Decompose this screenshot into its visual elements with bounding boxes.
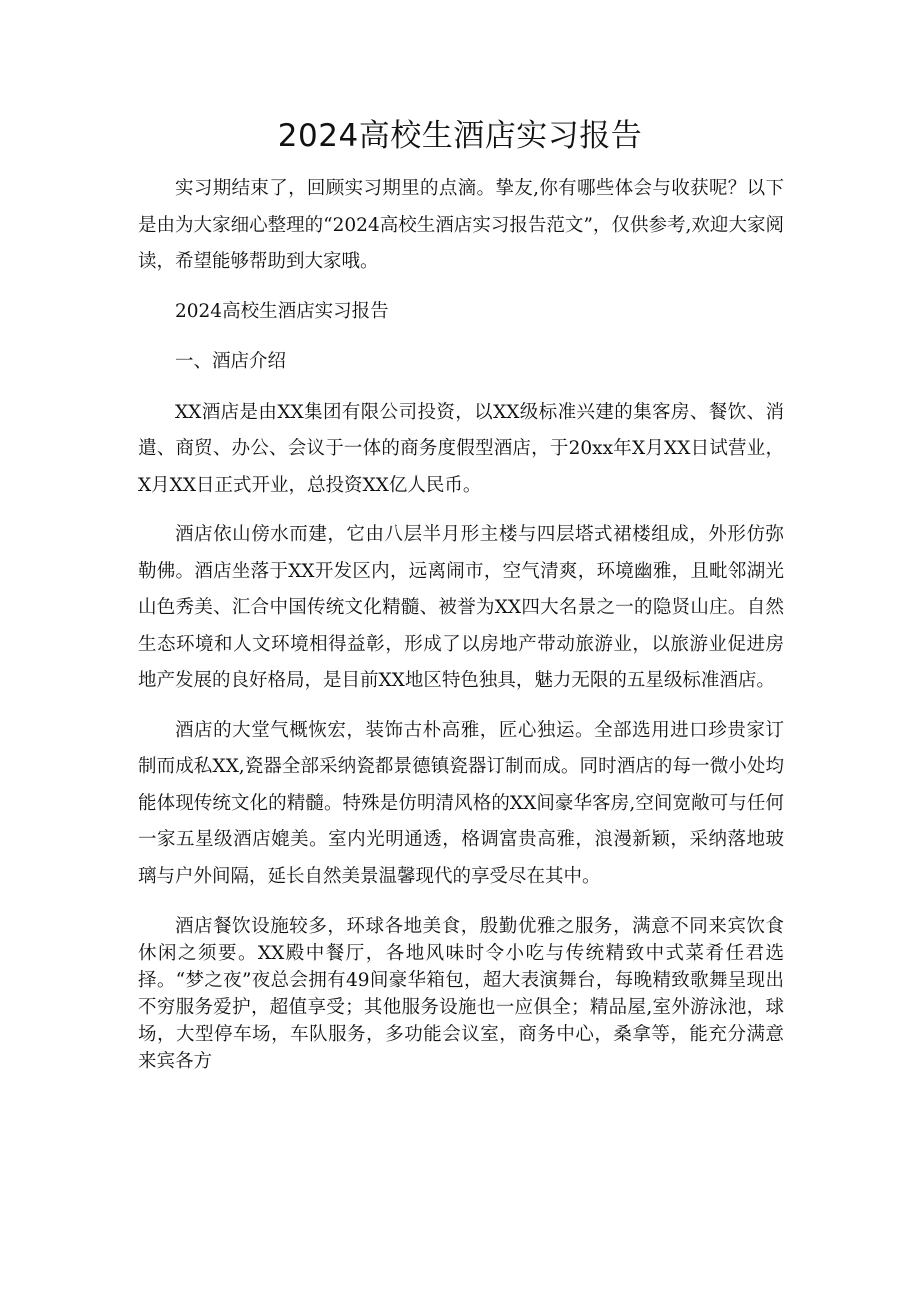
hotel-dining-paragraph: 酒店餐饮设施较多，环球各地美食，殷勤优雅之服务，满意不同来宾饮食休闲之须要。XX殿中餐厅，各地风味时令小吃与传统精致中式菜肴任君选择。“梦之夜”夜总会拥有49间豪华箱包，超大表演舞台，每晚精致歌舞呈现出不穷服务爱护，超值享受；其他服务设施也一应俱全；精品屋,室外游泳池，球场，大型停车场，车队服务，多功能会议室，商务中心，桑拿等，能充分满意来宾各方 bbox=[138, 916, 784, 1072]
hotel-overview-paragraph: XX酒店是由XX集团有限公司投资，以XX级标准兴建的集客房、餐饮、消遣、商贸、办公、会议于一体的商务度假型酒店，于20xx年X月XX日试营业，X月XX日正式开业，总投资XX亿人民币。 bbox=[138, 401, 784, 496]
document-body bbox=[138, 171, 784, 1075]
intro-paragraph: 实习期结束了，回顾实习期里的点滴。挚友,你有哪些体会与收获呢？以下是由为大家细心整理的“2024高校生酒店实习报告范文”，仅供参考,欢迎大家阅读，希望能够帮助到大家哦。 bbox=[138, 178, 784, 272]
hotel-location-paragraph: 酒店依山傍水而建，它由八层半月形主楼与四层塔式裙楼组成，外形仿弥勒佛。酒店坐落于XX开发区内，远离闹市，空气清爽，环境幽雅，且毗邻湖光山色秀美、汇合中国传统文化精髓、被誉为XX四大名景之一的隐贤山庄。自然生态环境和人文环境相得益彰，形成了以房地产带动旅游业，以旅游业促进房地产发展的良好格局，是目前XX地区特色独具，魅力无限的五星级标准酒店。 bbox=[138, 524, 784, 691]
document-title: 2024高校生酒店实习报告 bbox=[277, 118, 643, 154]
section-heading: 一、酒店介绍 bbox=[175, 351, 287, 372]
report-subtitle: 2024高校生酒店实习报告 bbox=[175, 300, 389, 322]
hotel-lobby-paragraph: 酒店的大堂气概恢宏，装饰古朴高雅，匠心独运。全部选用进口珍贵家订制而成私XX,瓷器全部采纳瓷都景德镇瓷器订制而成。同时酒店的每一微小处均能体现传统文化的精髓。特殊是仿明清风格的XX间豪华客房,空间宽敞可与任何一家五星级酒店媲美。室内光明通透，格调富贵高雅，浪漫新颖，采纳落地玻璃与户外间隔，延长自然美景温馨现代的享受尽在其中。 bbox=[138, 719, 784, 887]
